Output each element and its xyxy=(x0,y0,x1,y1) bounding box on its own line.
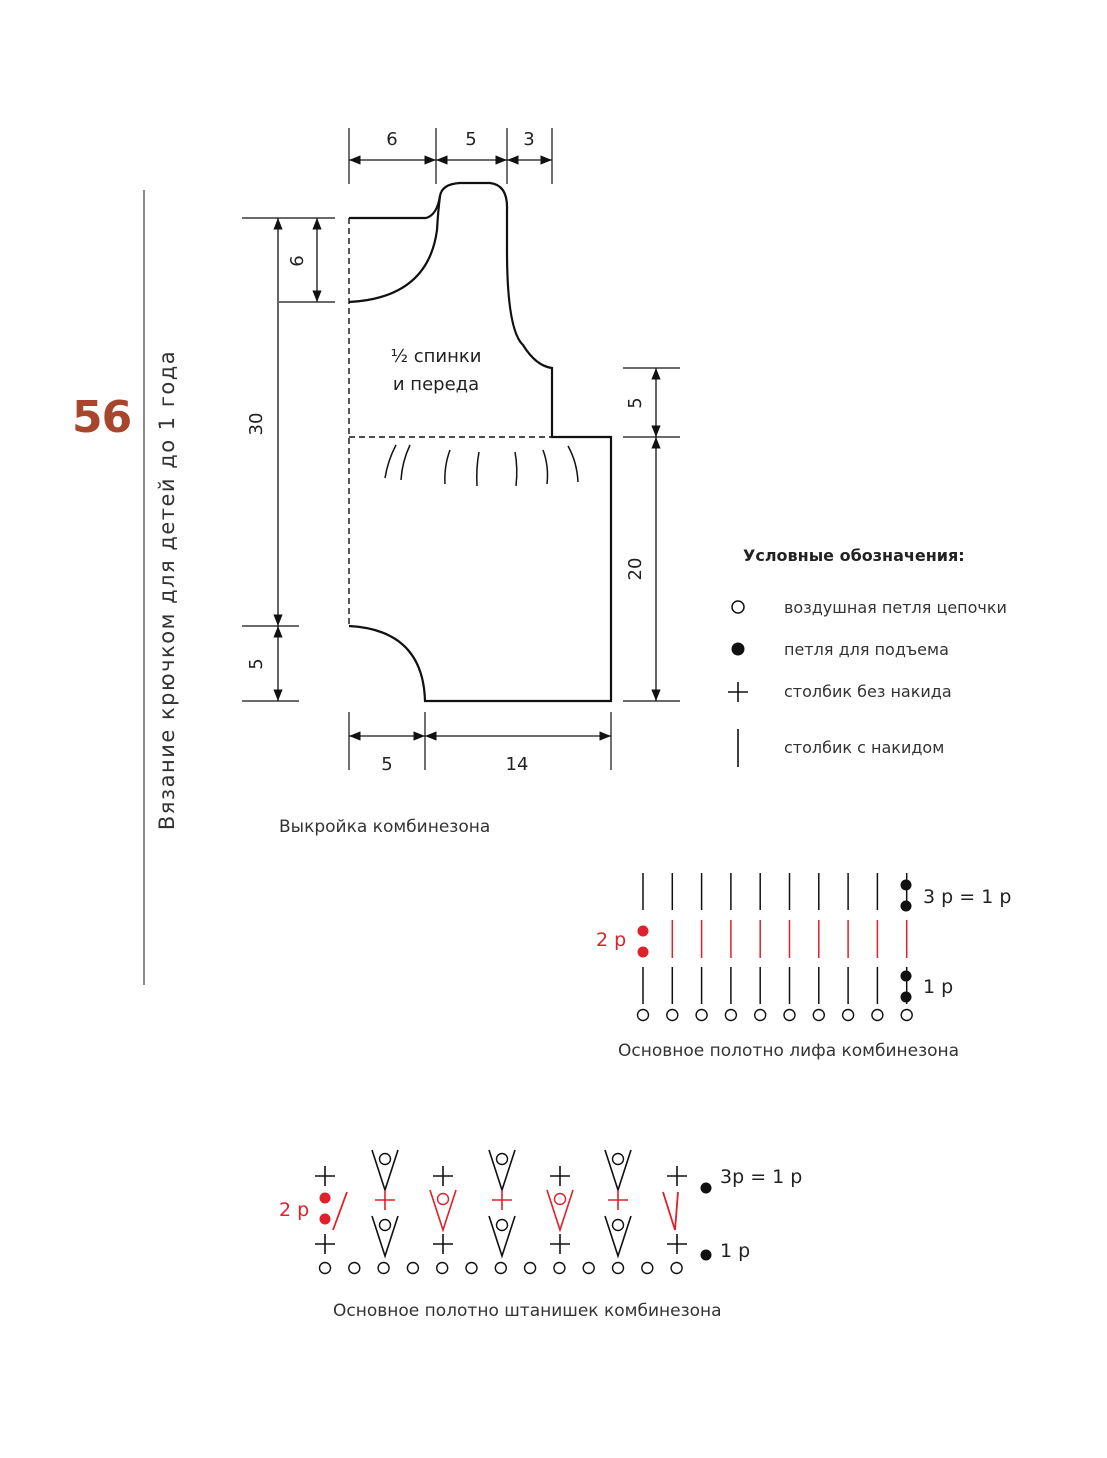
chart2-row1-label: 1 р xyxy=(720,1240,751,1262)
edge-stitch-mark-red xyxy=(663,1192,678,1230)
v-stitch-mark xyxy=(489,1216,515,1256)
dim-bottom-b: 14 xyxy=(505,754,529,775)
chain-stitch-circle xyxy=(349,1263,360,1274)
dim-top-a: 6 xyxy=(386,129,398,150)
v-stitch-mark xyxy=(547,1190,573,1230)
chain-stitch-circle xyxy=(671,1263,682,1274)
turning-chain-dot xyxy=(701,1183,712,1194)
chain-stitch-circle xyxy=(642,1263,653,1274)
v-stitch-chain-circle xyxy=(380,1220,391,1231)
pattern-label-line2: и переда xyxy=(392,374,480,395)
pattern-caption: Выкройка комбинезона xyxy=(279,817,491,837)
turning-chain-dot xyxy=(701,1250,712,1261)
chart1-caption: Основное полотно лифа комбинезона xyxy=(618,1041,960,1061)
pattern-label-line1: ½ спинки xyxy=(390,346,482,367)
legend-label-sc: столбик без накида xyxy=(784,682,952,701)
page-number: 56 xyxy=(72,392,132,443)
v-stitch-mark xyxy=(430,1190,456,1230)
legend-label-dc: столбик с накидом xyxy=(784,738,945,757)
v-stitch-chain-circle xyxy=(497,1220,508,1231)
edge-stitch-mark-red xyxy=(333,1192,347,1230)
legend-label-turning: петля для подъема xyxy=(784,640,949,659)
chain-stitch-circle xyxy=(583,1263,594,1274)
chain-stitch-circle xyxy=(525,1263,536,1274)
dim-left-total: 30 xyxy=(246,412,267,436)
v-stitch-mark xyxy=(605,1150,631,1190)
running-title: Вязание крючком для детей до 1 года xyxy=(155,349,179,831)
turning-chain-dot-red xyxy=(320,1193,331,1204)
chart1-row1-label: 1 р xyxy=(923,976,954,998)
chart2-row2-label: 2 р xyxy=(279,1199,310,1221)
dim-right-lower: 20 xyxy=(625,557,646,581)
chain-stitch-circle xyxy=(320,1263,331,1274)
chart2-caption: Основное полотно штанишек комбинезона xyxy=(333,1301,722,1321)
chain-stitch-circle xyxy=(407,1263,418,1274)
chart2-row3-label: 3р = 1 р xyxy=(720,1166,803,1188)
chain-stitch-circle xyxy=(378,1263,389,1274)
chain-stitch-circle xyxy=(613,1263,624,1274)
dim-top-b: 5 xyxy=(465,129,477,150)
chart1-row2-label: 2 р xyxy=(596,929,627,951)
v-stitch-chain-circle xyxy=(613,1220,624,1231)
dim-top-c: 3 xyxy=(523,129,535,150)
legend-title: Условные обозначения: xyxy=(743,546,965,565)
dim-left-neck: 6 xyxy=(287,255,308,267)
v-stitch-chain-circle xyxy=(438,1194,449,1205)
v-stitch-mark xyxy=(372,1216,398,1256)
dim-right-upper: 5 xyxy=(625,397,646,409)
v-stitch-chain-circle xyxy=(497,1154,508,1165)
chain-stitch-circle xyxy=(495,1263,506,1274)
turning-chain-dot-red xyxy=(320,1214,331,1225)
legend-label-chain: воздушная петля цепочки xyxy=(784,598,1007,617)
v-stitch-mark xyxy=(372,1150,398,1190)
v-stitch-chain-circle xyxy=(555,1194,566,1205)
chain-stitch-circle xyxy=(554,1263,565,1274)
v-stitch-chain-circle xyxy=(380,1154,391,1165)
v-stitch-chain-circle xyxy=(613,1154,624,1165)
chain-stitch-circle xyxy=(437,1263,448,1274)
v-stitch-mark xyxy=(605,1216,631,1256)
dim-bottom-a: 5 xyxy=(381,754,393,775)
v-stitch-mark xyxy=(489,1150,515,1190)
dim-left-bottom: 5 xyxy=(246,658,267,670)
chain-stitch-circle xyxy=(466,1263,477,1274)
chart1-row3-label: 3 р = 1 р xyxy=(923,886,1012,908)
